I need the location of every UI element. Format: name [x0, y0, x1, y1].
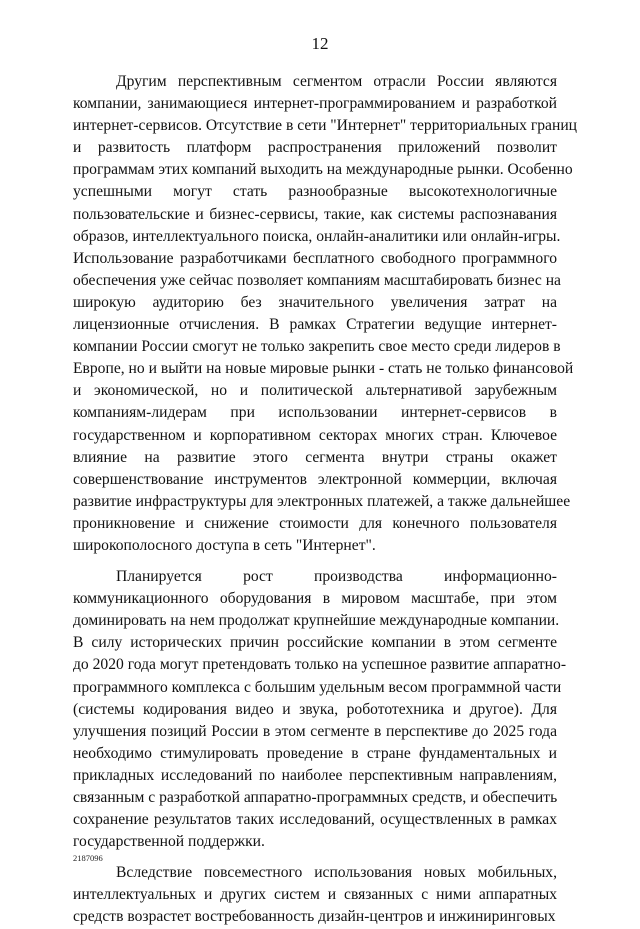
document-code: 2187096 [73, 853, 103, 863]
text-line: интернет-сервисов. Отсутствие в сети "Интернет" территориальных границ [73, 117, 578, 135]
text-line: доминировать на нем продолжат крупнейшие международные компании. [73, 612, 560, 630]
paragraph [73, 71, 578, 557]
text-line: прикладных исследований по наиболее перспективным направлениям, [73, 766, 557, 784]
text-line: влияние на развитие этого сегмента внутри страны окажет [73, 448, 557, 466]
text-line: необходимо стимулировать проведение в стране фундаментальных и [73, 744, 557, 762]
text-line: (системы кодирования видео и звука, робототехника и другое). Для [73, 700, 557, 718]
text-line: государственном и корпоративном секторах многих стран. Ключевое [73, 426, 557, 444]
text-line: и развитость платформ распространения приложений позволит [73, 139, 557, 157]
text-line: средств возрастет востребованность дизайн-центров и инжиниринговых [73, 908, 556, 926]
text-line: Использование разработчиками бесплатного свободного программного [73, 249, 557, 267]
paragraph [73, 862, 557, 928]
text-line: улучшения позиций России в этом сегменте в перспективе до 2025 года [73, 722, 557, 740]
text-line: В силу исторических причин российские компании в этом сегменте [73, 634, 557, 652]
text-line: программам этих компаний выходить на международные рынки. Особенно [73, 161, 573, 179]
page-number: 12 [311, 34, 329, 53]
text-line: компании России смогут не только закрепить свое место среди лидеров в [73, 338, 561, 356]
text-line: коммуникационного оборудования в мировом масштабе, при этом [73, 590, 557, 608]
text-line: сохранение результатов таких исследований, осуществленных в рамках [73, 811, 557, 829]
text-line: образов, интеллектуального поиска, онлайн-аналитики или онлайн-игры. [73, 227, 561, 245]
text-line: компаниям-лидерам при использовании интернет-сервисов в [73, 404, 557, 422]
body-text [73, 71, 578, 929]
text-line: совершенствование инструментов электронной коммерции, включая [73, 470, 557, 488]
text-line: Планируется рост производства информационно- [116, 568, 557, 586]
text-line: связанным с разработкой аппаратно-программных средств, и обеспечить [73, 789, 558, 806]
paragraph [73, 566, 567, 853]
text-line: пользовательские и бизнес-сервисы, такие, как системы распознавания [73, 205, 557, 223]
text-line: Европе, но и выйти на новые мировые рынки - стать не только финансовой [73, 360, 574, 378]
text-line: компании, занимающиеся интернет-программированием и разработкой [73, 95, 557, 113]
text-line: обеспечения уже сейчас позволяет компаниям масштабировать бизнес на [73, 271, 561, 289]
text-line: широкую аудиторию без значительного увеличения затрат на [73, 293, 557, 311]
text-line: до 2020 года могут претендовать только на успешное развитие аппаратно- [73, 656, 567, 674]
text-line: государственной поддержки. [73, 833, 265, 851]
text-line: проникновение и снижение стоимости для конечного пользователя [73, 514, 557, 532]
text-line: программного комплекса с большим удельным весом программной части [73, 678, 562, 696]
text-line: Другим перспективным сегментом отрасли России являются [116, 73, 557, 90]
text-line: лицензионные отчисления. В рамках Стратегии ведущие интернет- [73, 316, 557, 334]
text-line: Вследствие повсеместного использования новых мобильных, [116, 864, 557, 882]
text-line: и экономической, но и политической альтернативой зарубежным [73, 382, 557, 400]
text-line: широкополосного доступа в сеть "Интернет". [73, 536, 376, 554]
text-line: успешными могут стать разнообразные высокотехнологичные [73, 183, 557, 201]
text-line: развитие инфраструктуры для электронных платежей, а также дальнейшее [73, 492, 571, 510]
text-line: интеллектуальных и других систем и связанных с ними аппаратных [73, 886, 557, 904]
